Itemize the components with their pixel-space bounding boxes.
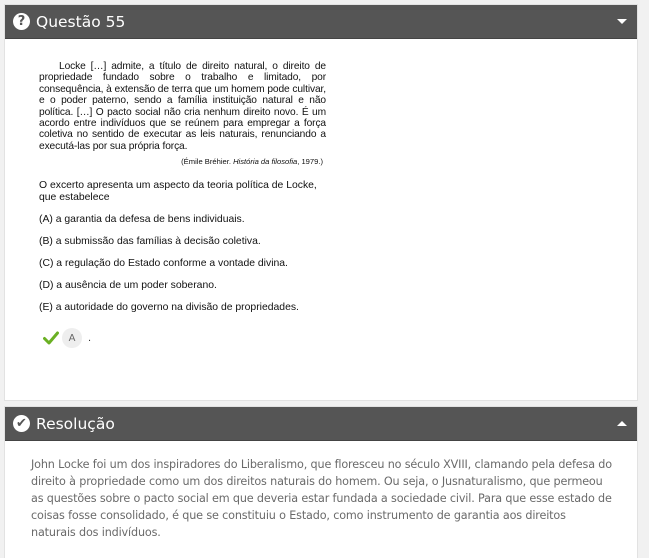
check-icon — [43, 331, 59, 345]
answer-row — [43, 328, 637, 348]
caret-down-icon[interactable] — [617, 19, 627, 24]
resolution-panel-header[interactable] — [5, 407, 637, 441]
question-stem: O excerto apresenta um aspecto da teoria política de Locke, que estabelece — [39, 180, 317, 204]
question-body — [5, 61, 637, 348]
option-a: (A) a garantia da defesa de bens individuais. — [39, 214, 245, 226]
resolution-text: John Locke foi um dos inspiradores do Liberalismo, que floresceu no século XVIII, clamando pela defesa do direito à propriedade como um dos direitos naturais do homem. Ou seja, o Jusnaturalismo, que permeou as questões sobre o pacto social em que deveria estar fundada a sociedade civil. Para que esse estado de coisas fosse consolidado, é que se constituiu o Estado, como instrumento de garantia aos direitos naturais dos indivíduos. — [31, 458, 612, 539]
question-title: Questão 55 — [36, 12, 126, 31]
option-c: (C) a regulação do Estado conforme a vontade divina. — [39, 258, 288, 270]
question-circle-icon: ? — [13, 13, 30, 30]
citation-work: História da filosofia — [233, 157, 298, 167]
citation-author: (Émile Bréhier. — [181, 157, 231, 167]
question-citation — [39, 157, 323, 166]
question-panel-header[interactable] — [5, 5, 637, 39]
option-d: (D) a ausência de um poder soberano. — [39, 280, 217, 292]
question-quote: Locke […] admite, a título de direito natural, o direito de propriedade fundado sobre o trabalho e limitado, por consequência, à extensão de terra que um homem pode cultivar, e o poder paterno, sendo a família instituição natural e não política. […] O pacto social não cria nenhum direito novo. É um acordo entre indivíduos que se reúnem para empregar a força coletiva no sentido de executar as leis naturais, renunciando a executá-las por sua própria força. — [39, 61, 326, 152]
resolution-panel — [4, 406, 638, 558]
question-panel — [4, 4, 638, 401]
option-e: (E) a autoridade do governo na divisão de propriedades. — [39, 302, 299, 314]
caret-up-icon[interactable] — [617, 421, 627, 426]
resolution-title: Resolução — [36, 414, 115, 433]
option-b: (B) a submissão das famílias à decisão coletiva. — [39, 236, 261, 248]
answer-badge: A — [62, 328, 82, 348]
answer-suffix: . — [88, 332, 92, 345]
citation-year: , 1979.) — [297, 157, 323, 167]
check-circle-icon: ✔ — [13, 415, 30, 432]
